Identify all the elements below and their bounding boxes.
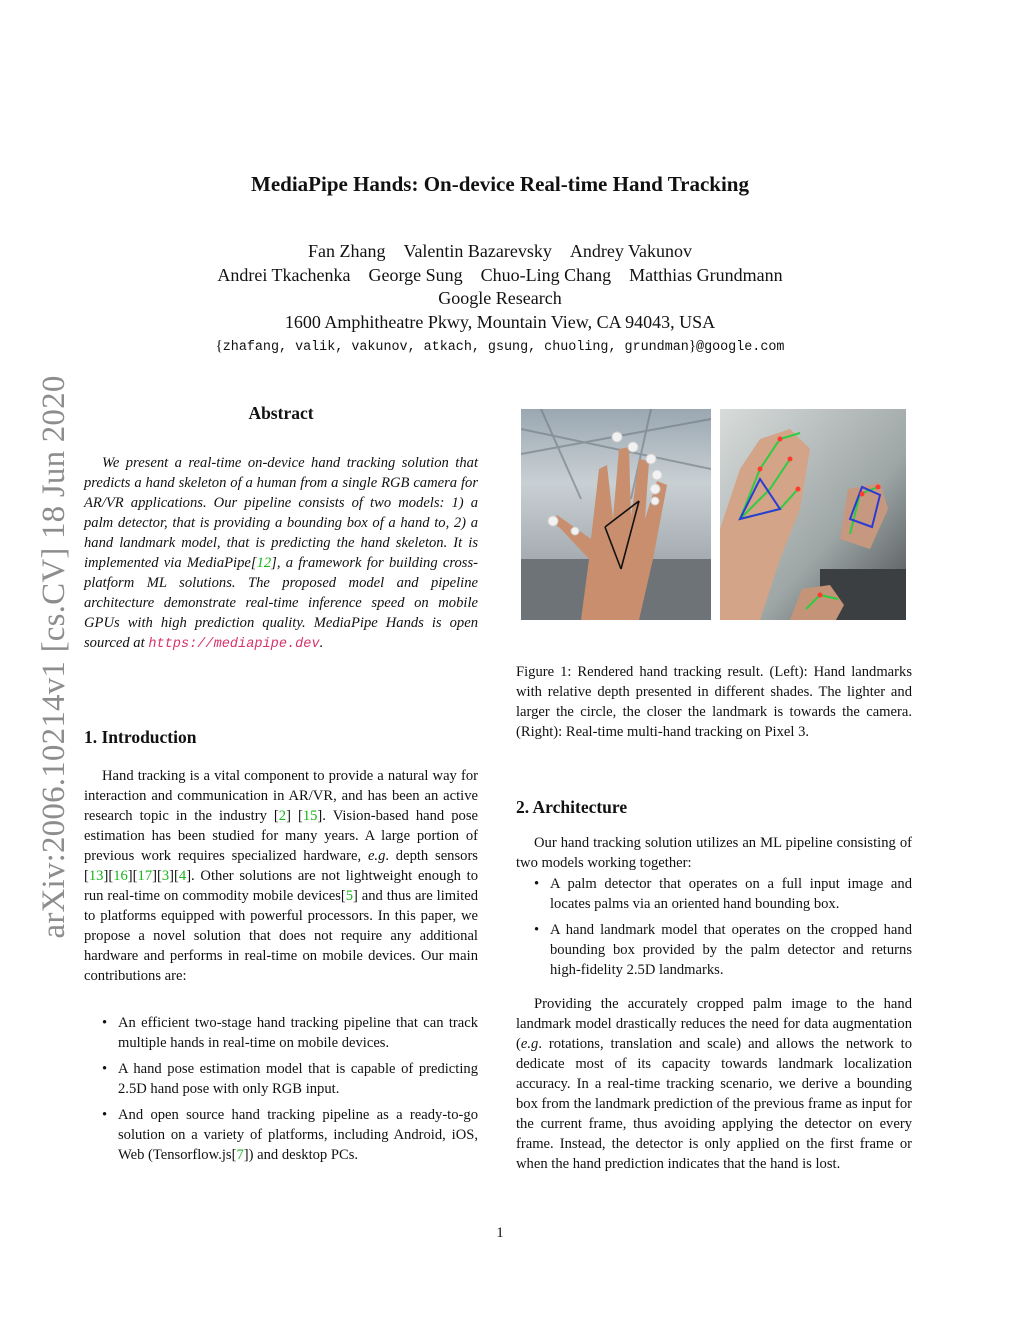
citation-link[interactable]: 3	[161, 868, 170, 884]
introduction-body: Hand tracking is a vital component to provide a natural way for interaction and communication in AR/VR, and has been an active research topic in the industry [2] [15]. Vision-based hand pose estimation has been studied for many years. A large portion of previous work requires specialized hardware, e.g. depth sensors [13][16][17][3][4]. Other solutions are not lightweight enough to run real-time on commodity mobile devices[5] and thus are limited to platforms equipped with powerful processors. In this paper, we propose a novel solution that does not require any additional hardware and performs in real-time on mobile devices. Our main contributions are:	[84, 768, 478, 984]
abstract-body: We present a real-time on-device hand tracking solution that predicts a hand skeleton of a human from a single RGB camera for AR/VR applications. Our pipeline consists of two models: 1) a palm detector, that is providing a bounding box of a hand to, 2) a hand landmark model, that is predicting the hand skeleton. It is implemented via MediaPipe[12], a framework for building cross-platform ML solutions. The proposed model and pipeline architecture demonstrate real-time inference speed on mobile GPUs with high prediction quality. MediaPipe Hands is open sourced at https://mediapipe.dev.	[84, 455, 478, 652]
list-item: • A palm detector that operates on a full input image and locates palms via an oriented hand bounding box.	[516, 874, 912, 914]
page-number: 1	[496, 1225, 504, 1241]
citation-link[interactable]: 13	[88, 868, 104, 884]
pipeline-models-list	[516, 874, 912, 986]
author-block	[0, 240, 1000, 334]
email-domain: @google.com	[696, 340, 785, 355]
affiliation: Google Research	[438, 288, 562, 308]
citation-link[interactable]: 15	[302, 808, 318, 824]
multi-hand-tracking-photo	[720, 409, 906, 620]
author-name: Valentin Bazarevsky	[403, 241, 552, 261]
author-line-1	[0, 240, 1000, 264]
citation-link[interactable]: 7	[236, 1147, 244, 1163]
architecture-intro: Our hand tracking solution utilizes an ML pipeline consisting of two models working together:	[516, 835, 912, 871]
citation-link[interactable]: 2	[278, 808, 287, 824]
hand-landmark-photo	[521, 409, 711, 620]
citation-link[interactable]: 17	[137, 868, 153, 884]
list-item: • A hand landmark model that operates on the cropped hand bounding box provided by the palm detector and returns high-fidelity 2.5D landmarks.	[516, 920, 912, 980]
section-heading-architecture: 2. Architecture	[516, 797, 628, 817]
author-name: Fan Zhang	[307, 241, 386, 261]
address: 1600 Amphitheatre Pkwy, Mountain View, CA 94043, USA	[284, 311, 716, 332]
architecture-body: Providing the accurately cropped palm image to the hand landmark model drastically reduces the need for data augmentation (e.g. rotations, translation and scale) and allows the network to dedicate most of its capacity towards landmark localization accuracy. In a real-time tracking scenario, we derive a bounding box from the landmark prediction of the previous frame as input for the current frame, thus avoiding applying the detector on every frame. Instead, the detector is only applied on the first frame or when the hand prediction indicates that the hand is lost.	[516, 996, 912, 1172]
section-heading-introduction: 1. Introduction	[84, 727, 197, 747]
citation-link[interactable]: 4	[178, 868, 187, 884]
author-name: Matthias Grundmann	[629, 264, 783, 285]
mediapipe-link[interactable]: https://mediapipe.dev	[148, 637, 320, 652]
author-name: Andrei Tkachenka	[217, 264, 351, 285]
citation-link[interactable]: 12	[256, 555, 272, 571]
list-item: • A hand pose estimation model that is capable of predicting 2.5D hand pose with only RGB input.	[84, 1059, 478, 1099]
figure-right-multi-hand	[720, 409, 906, 620]
author-name: George Sung	[368, 264, 463, 285]
figure-left-hand-landmarks	[521, 409, 711, 620]
list-item: • An efficient two-stage hand tracking pipeline that can track multiple hands in real-time on mobile devices.	[84, 1013, 478, 1053]
abstract-heading: Abstract	[248, 403, 314, 423]
author-name: Chuo-Ling Chang	[480, 264, 612, 285]
author-line-2	[0, 264, 1000, 288]
citation-link[interactable]: 16	[113, 868, 128, 884]
author-emails: {zhafang, valik, vakunov, atkach, gsung, chuoling, grundman}@google.com	[215, 338, 785, 355]
contributions-list	[84, 1013, 478, 1171]
list-item: • And open source hand tracking pipeline as a ready-to-go solution on a variety of platforms, including Android, iOS, Web (Tensorflow.js[7]) and desktop PCs.	[84, 1105, 478, 1165]
citation-link[interactable]: 5	[345, 888, 354, 904]
author-name: Andrey Vakunov	[569, 241, 693, 261]
figure-caption: Figure 1: Rendered hand tracking result. (Left): Hand landmarks with relative depth presented in different shades. The lighter and larger the circle, the closer the landmark is towards the camera. (Right): Real-time multi-hand tracking on Pixel 3.	[516, 664, 912, 740]
arxiv-stamp: arXiv:2006.10214v1 [cs.CV] 18 Jun 2020	[36, 375, 72, 939]
email-users: zhafang, valik, vakunov, atkach, gsung, chuoling, grundman	[222, 340, 689, 355]
paper-title: MediaPipe Hands: On-device Real-time Hand Tracking	[251, 172, 749, 196]
